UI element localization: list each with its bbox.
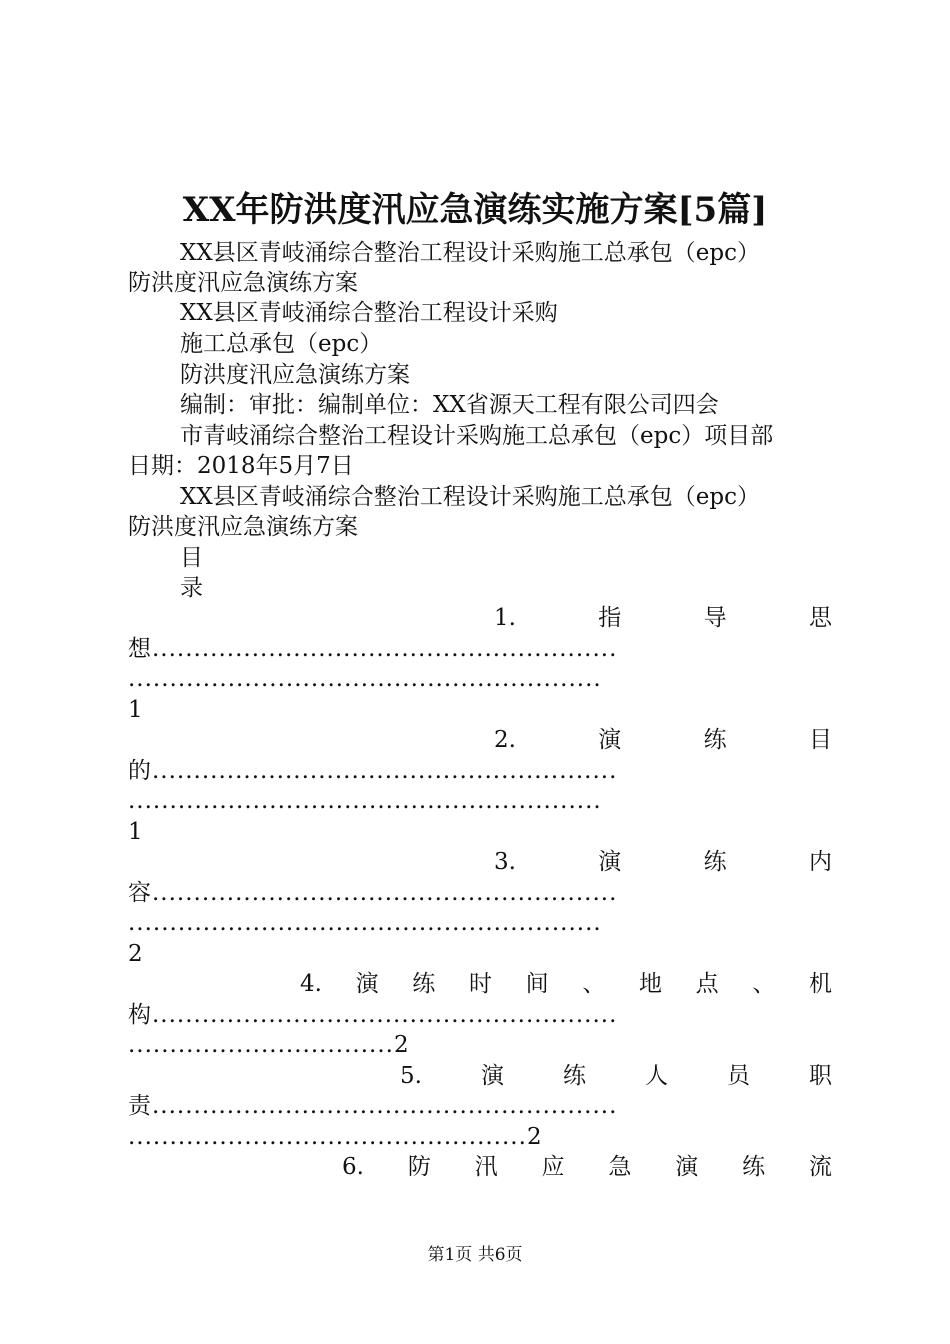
toc-entry-5-heading: [400, 1061, 832, 1091]
body-line: 编制：审批：编制单位：XX省源天工程有限公司四会: [180, 392, 719, 418]
toc-entry-2-page: 1: [128, 819, 143, 845]
toc-entry-char: 目: [808, 727, 832, 753]
toc-entry-char: 职: [808, 1063, 832, 1089]
toc-entry-2-leader-cont: [128, 786, 602, 816]
body-line: XX县区青岐涌综合整治工程设计采购: [180, 300, 558, 326]
toc-entry-tail: 责: [128, 1093, 152, 1119]
toc-entry-6-heading: [342, 1152, 832, 1182]
toc-entry-number: 1.: [494, 605, 516, 631]
toc-entry-char: 练: [742, 1154, 766, 1180]
toc-entry-char: 练: [412, 971, 436, 997]
body-line: 防洪度汛应急演练方案: [180, 362, 410, 388]
toc-entry-char: 练: [703, 727, 727, 753]
toc-entry-char: 指: [598, 605, 622, 631]
toc-entry-char: 练: [703, 849, 727, 875]
toc-entry-tail: 的: [128, 758, 152, 784]
toc-entry-3-leader-cont: [128, 908, 602, 938]
toc-entry-2-leader: [128, 756, 617, 786]
toc-leader-dots: ........................................................: [152, 1093, 618, 1119]
toc-entry-char: 人: [644, 1063, 668, 1089]
toc-heading-part2: 录: [180, 575, 203, 601]
toc-entry-char: 导: [703, 605, 727, 631]
body-line: 市青岐涌综合整治工程设计采购施工总承包（epc）项目部: [180, 423, 774, 449]
toc-leader-dots: ........................................................: [152, 758, 618, 784]
toc-entry-char: 、: [582, 971, 606, 997]
toc-entry-char: 地: [638, 971, 662, 997]
toc-entry-1-leader-cont: [128, 664, 602, 694]
toc-entry-1-page: 1: [128, 697, 143, 723]
body-line: 施工总承包（epc）: [180, 331, 383, 357]
body-line: 日期：2018年5月7日: [128, 453, 354, 479]
toc-entry-4-leader-cont: [128, 1030, 410, 1060]
toc-entry-number: 4.: [300, 971, 322, 997]
toc-entry-char: 、: [752, 971, 776, 997]
toc-entry-3-page: 2: [128, 941, 143, 967]
toc-entry-4-heading: [300, 969, 832, 999]
document-title: XX年防洪度汛应急演练实施方案[5篇]: [182, 190, 768, 230]
toc-entry-char: 急: [608, 1154, 632, 1180]
toc-leader-dots: ........................................................: [152, 880, 618, 906]
body-line: 防洪度汛应急演练方案: [128, 270, 358, 296]
toc-entry-char: 内: [808, 849, 832, 875]
toc-entry-page: 2: [526, 1124, 543, 1150]
toc-leader-dots: .........................................................: [128, 910, 602, 936]
toc-leader-dots: .........................................................: [128, 788, 602, 814]
toc-entry-1-heading: [494, 603, 832, 633]
toc-entry-5-leader: [128, 1091, 617, 1121]
page-footer: 第1页 共6页: [427, 1245, 523, 1265]
toc-leader-dots: ................................................: [128, 1124, 527, 1150]
toc-entry-number: 3.: [494, 849, 516, 875]
toc-entry-char: 员: [726, 1063, 750, 1089]
toc-entry-4-leader: [128, 1000, 617, 1030]
toc-entry-2-heading: [494, 725, 832, 755]
body-line: XX县区青岐涌综合整治工程设计采购施工总承包（epc）: [180, 484, 760, 510]
toc-entry-char: 流: [808, 1154, 832, 1180]
body-line: XX县区青岐涌综合整治工程设计采购施工总承包（epc）: [180, 240, 760, 266]
toc-entry-char: 间: [525, 971, 549, 997]
toc-leader-dots: .........................................................: [128, 666, 602, 692]
toc-entry-char: 练: [562, 1063, 586, 1089]
toc-entry-5-leader-cont: [128, 1122, 543, 1152]
toc-entry-char: 应: [541, 1154, 565, 1180]
toc-leader-dots: ........................................................: [152, 1002, 618, 1028]
toc-entry-char: 演: [675, 1154, 699, 1180]
toc-leader-dots: ................................: [128, 1032, 394, 1058]
toc-entry-char: 点: [695, 971, 719, 997]
toc-entry-char: 机: [809, 971, 832, 997]
toc-entry-page: 2: [393, 1032, 410, 1058]
toc-heading-part1: 目: [180, 545, 203, 571]
toc-entry-char: 演: [598, 849, 622, 875]
toc-entry-char: 汛: [474, 1154, 498, 1180]
toc-entry-tail: 容: [128, 880, 152, 906]
toc-entry-char: 演: [480, 1063, 504, 1089]
toc-entry-char: 演: [598, 727, 622, 753]
toc-leader-dots: ........................................................: [152, 636, 618, 662]
toc-entry-char: 防: [407, 1154, 431, 1180]
toc-entry-tail: 想: [128, 636, 152, 662]
toc-entry-char: 思: [808, 605, 832, 631]
toc-entry-tail: 构: [128, 1002, 152, 1028]
body-line: 防洪度汛应急演练方案: [128, 514, 358, 540]
toc-entry-char: 时: [468, 971, 492, 997]
toc-entry-char: 演: [355, 971, 379, 997]
toc-entry-1-leader: [128, 634, 617, 664]
toc-entry-3-heading: [494, 847, 832, 877]
toc-entry-number: 5.: [400, 1063, 422, 1089]
toc-entry-number: 6.: [342, 1154, 364, 1180]
toc-entry-3-leader: [128, 878, 617, 908]
toc-entry-number: 2.: [494, 727, 516, 753]
